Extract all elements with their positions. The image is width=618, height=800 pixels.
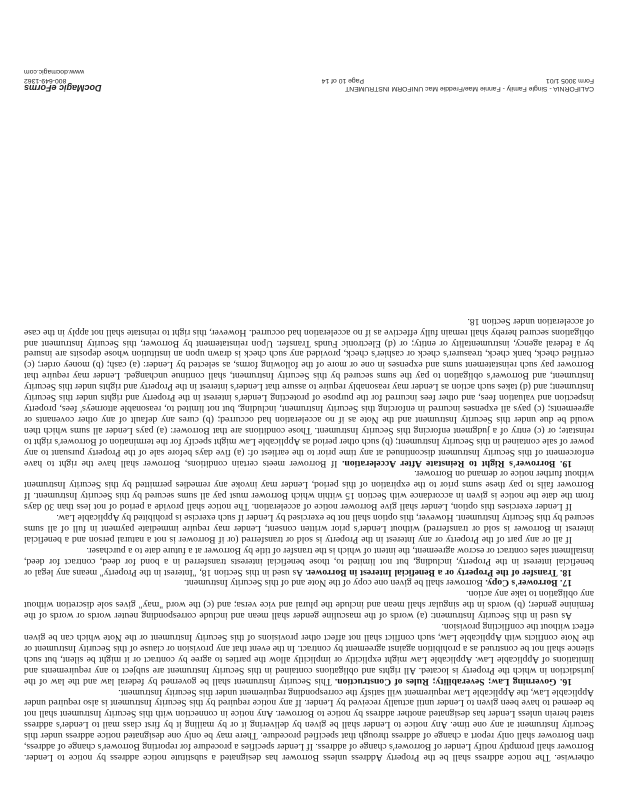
section-number: 18. [560, 566, 572, 578]
paragraph-notice-continuation [24, 686, 594, 762]
section-18-transfer [24, 544, 594, 577]
paragraph-text: If Borrower meets certain conditions, Borrower shall have the right to have enforcement of this Security Instrument discontinued at any time prior to the earliest of: (a) five days before sale of the Property pursuant to any power of sale contained in this Security Instrument; (b) such other period as Applicable Law might specify for the termination of Borrower's right to reinstate; or (c) entry of a judgment enforcing this Security Instrument. Those conditions are that Borrower: (a) pays Lender all sums which then would be due under this Security Instrument and the Note as if no acceleration had occurred; (b) cures any default of any other covenants or agreements; (c) pays all expenses incurred in enforcing this Security Instrument, including, but not limited to, reasonable attorneys' fees, property inspection and valuation fees, and other fees incurred for the purpose of protecting Lender's interest in the Property and rights under this Security Instrument; and (d) takes such action as Lender may reasonably require to assure that Lender's interest in the Property and rights under this Security Instrument, and Borrower's obligation to pay the sums secured by this Security Instrument, shall continue unchanged. Lender may require that Borrower pay such reinstatement sums and expenses in one or more of the following forms, as selected by Lender: (a) cash; (b) money order; (c) certified check, bank check, treasurer's check or cashier's check, provided any such check is drawn upon an institution whose deposits are insured by a federal agency, instrumentality or entity; or (d) Electronic Funds Transfer. Upon reinstatement by Borrower, this Security Instrument and obligations secured hereby shall remain fully effective as if no acceleration had occurred. However, this right to reinstate shall not apply in the case of acceleration under Section 18. [24, 315, 594, 469]
section-18-sale-clause [24, 511, 594, 544]
publisher-site: www.docmagic.com [24, 68, 85, 76]
paragraph-text: This Security Instrument shall be governed by federal law and the law of the jurisdiction in which the Property is located. All rights and obligations contained in this Security Instrument are subject to any requirements and limitations of Applicable Law. Applicable Law might explicitly or implicitly allow the parties to agree by contract or it might be silent, but such silence shall not be construed as a prohibition against agreement by contract. In the event that any provision or clause of this Security Instrument or the Note conflicts with Applicable Law, such conflict shall not affect other provisions of this Security Instrument or the Note which can be given effect without the conflicting provision. [24, 621, 594, 687]
form-info [345, 75, 594, 92]
section-19-reinstate [24, 315, 594, 468]
section-heading: Governing Law; Severability; Rules of Construction. [334, 675, 557, 687]
document-body [24, 315, 594, 762]
page-footer [24, 52, 594, 92]
section-18-acceleration-notice [24, 468, 594, 512]
section-16-governing-law [24, 620, 594, 685]
form-id: Form 3005 1/01 [546, 76, 594, 84]
paragraph-text: Borrower shall be given one copy of the Note and of this Security Instrument. [183, 577, 483, 589]
paragraph-text: As used in this Section 18, "Interest in the Property" means any legal or beneficial interest in the Property, including, but not limited to, those beneficial interests transferred in a bond for deed, contract for deed, installment sales contract or escrow agreement, the intent of which is the transfer of title by Borrower at a future date to a purchaser. [24, 544, 594, 578]
paragraph-text: If all or any part of the Property or any Interest in the Property is sold or transferred (or if Borrower is not a natural person and a beneficial interest in Borrower is sold or transferred) without Lender's prior written consent, Lender may require immediate payment in full of all sums secured by this Security Instrument. However, this option shall not be exercised by Lender if such exercise is prohibited by Applicable Law. [24, 512, 594, 545]
form-line: CALIFORNIA - Single Family - Fannie Mae/Freddie Mac UNIFORM INSTRUMENT [345, 85, 594, 92]
publisher-block [24, 67, 102, 92]
section-title [485, 578, 572, 589]
section-heading: Borrower's Copy. [485, 577, 558, 589]
section-number: 16. [560, 675, 572, 687]
section-heading: Transfer of the Property or a Beneficial Interest in Borrower. [305, 566, 558, 578]
section-16-construction [24, 588, 594, 621]
paragraph-text: As used in this Security Instrument: (a) words of the masculine gender shall mean and include corresponding neuter words or words of the feminine gender; (b) words in the singular shall mean and include the plural and vice versa; and (c) the word "may" gives sole discretion without any obligation to take any action. [24, 588, 594, 622]
section-number: 17. [560, 577, 572, 589]
page-number: Page 10 of 14 [321, 77, 364, 84]
section-number: 19. [560, 457, 572, 469]
docmagic-logo: DocMagic eForms [24, 83, 102, 93]
publisher-phone: 800-649-1362 [24, 76, 67, 84]
section-title [305, 567, 572, 578]
section-title [342, 458, 572, 469]
paragraph-text: If Lender exercises this option, Lender shall give Borrower notice of acceleration. The notice shall provide a period of not less than 30 days from the date the notice is given in accordance with Section 15 within which Borrower must pay all sums secured by this Security Instrument. If Borrower fails to pay these sums prior to the expiration of this period, Lender may invoke any remedies permitted by this Security Instrument without further notice or demand on Borrower. [24, 468, 594, 513]
section-title [335, 676, 572, 687]
section-heading: Borrower's Right to Reinstate After Acceleration. [342, 457, 556, 469]
section-17-borrowers-copy [24, 577, 594, 588]
paragraph-text: otherwise. The notice address shall be the Property Address unless Borrower has designated a substitute notice address by notice to Lender. Borrower shall promptly notify Lender of Borrower's change of address. If Lender specifies a procedure for reporting Borrower's change of address, then Borrower shall only report a change of address through that specified procedure. There may be only one designated notice address under this Security Instrument at any one time. Any notice to Lender shall be given by delivering it or by mailing it by first class mail to Lender's address stated herein unless Lender has designated another address by notice to Borrower. Any notice in connection with this Security Instrument shall not be deemed to have been given to Lender until actually received by Lender. If any notice required by this Security Instrument is also required under Applicable Law, the Applicable Law requirement will satisfy the corresponding requirement under this Security Instrument. [24, 686, 594, 763]
